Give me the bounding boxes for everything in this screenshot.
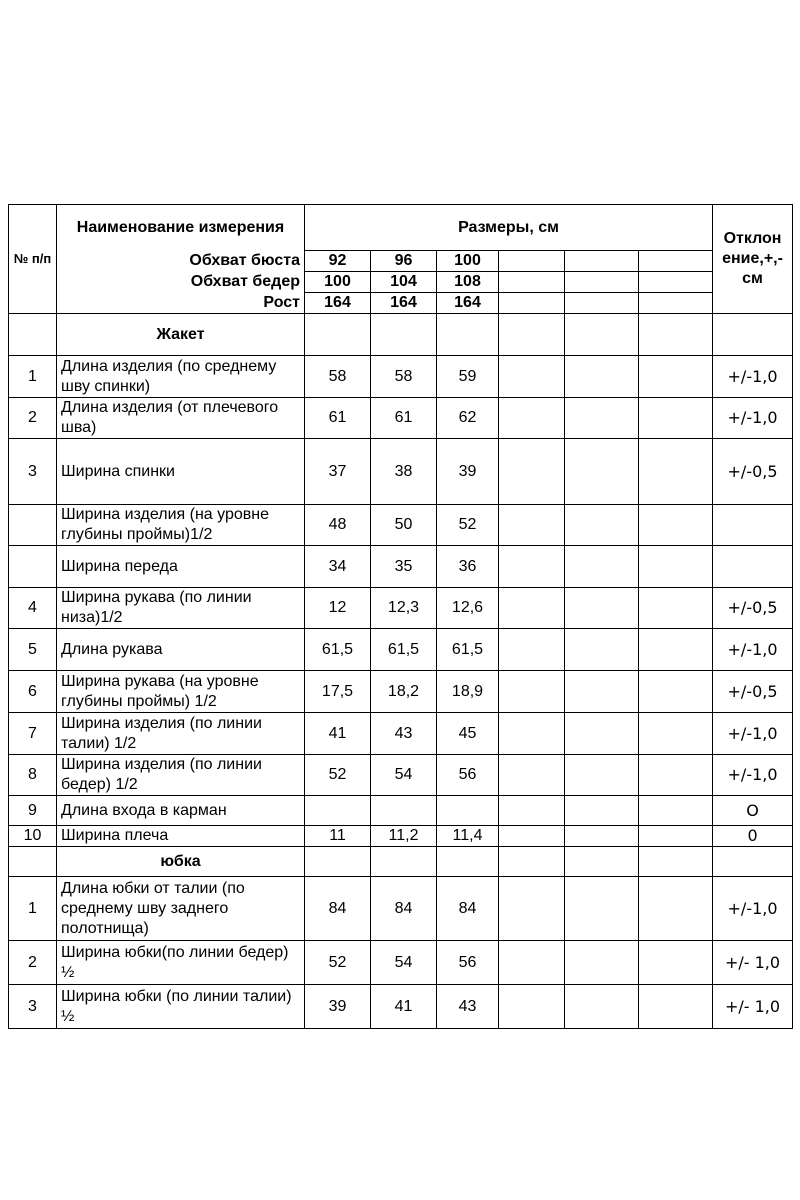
param-value: 104: [371, 272, 437, 293]
measurement-row: [9, 439, 793, 505]
empty-cell: [565, 629, 639, 671]
empty-cell: [639, 847, 713, 877]
param-value: 100: [437, 251, 499, 272]
param-label: Обхват бюста: [57, 251, 305, 272]
deviation-value: +/-1,0: [713, 713, 793, 755]
empty-cell: [639, 505, 713, 546]
measurement-row: [9, 398, 793, 439]
row-number: 10: [9, 826, 57, 847]
empty-cell: [565, 439, 639, 505]
empty-cell: [565, 314, 639, 356]
empty-cell: [499, 629, 565, 671]
empty-cell: [565, 356, 639, 398]
empty-cell: [639, 251, 713, 272]
empty-cell: [565, 713, 639, 755]
deviation-value: +/-1,0: [713, 398, 793, 439]
col-header-number: № п/п: [9, 205, 57, 314]
row-number: 1: [9, 356, 57, 398]
size-value: [371, 796, 437, 826]
col-header-name: Наименование измерения: [57, 205, 305, 251]
empty-cell: [499, 293, 565, 314]
empty-cell: [639, 398, 713, 439]
empty-cell: [639, 985, 713, 1029]
deviation-value: +/-1,0: [713, 356, 793, 398]
size-value: 43: [437, 985, 499, 1029]
size-value: 61: [305, 398, 371, 439]
empty-cell: [9, 314, 57, 356]
empty-cell: [565, 588, 639, 629]
empty-cell: [9, 847, 57, 877]
empty-cell: [639, 941, 713, 985]
empty-cell: [565, 671, 639, 713]
empty-cell: [499, 847, 565, 877]
size-value: 38: [371, 439, 437, 505]
empty-cell: [639, 826, 713, 847]
size-value: 56: [437, 755, 499, 796]
param-value: 108: [437, 272, 499, 293]
size-value: 41: [305, 713, 371, 755]
empty-cell: [499, 505, 565, 546]
empty-cell: [499, 272, 565, 293]
measurement-row: [9, 826, 793, 847]
measurement-name: Длина юбки от талии (по среднему шву заднего полотнища): [57, 877, 305, 941]
size-value: 18,2: [371, 671, 437, 713]
measurement-name: Ширина юбки (по линии талии) ½: [57, 985, 305, 1029]
measurement-name: Ширина изделия (на уровне глубины проймы)1/2: [57, 505, 305, 546]
row-number: 8: [9, 755, 57, 796]
section-title-row: [9, 847, 793, 877]
deviation-value: +/-0,5: [713, 588, 793, 629]
empty-cell: [499, 796, 565, 826]
row-number: 3: [9, 985, 57, 1029]
deviation-value: [713, 505, 793, 546]
row-number: 1: [9, 877, 57, 941]
deviation-value: 0: [713, 826, 793, 847]
empty-cell: [499, 356, 565, 398]
empty-cell: [565, 546, 639, 588]
size-value: 50: [371, 505, 437, 546]
size-value: 61,5: [371, 629, 437, 671]
size-value: 62: [437, 398, 499, 439]
empty-cell: [565, 251, 639, 272]
empty-cell: [499, 251, 565, 272]
empty-cell: [305, 847, 371, 877]
measurement-name: Ширина плеча: [57, 826, 305, 847]
size-value: 84: [371, 877, 437, 941]
empty-cell: [639, 671, 713, 713]
col-header-deviation: Отклон ение,+,- см: [713, 205, 793, 314]
empty-cell: [565, 398, 639, 439]
row-number: 5: [9, 629, 57, 671]
measurement-row: [9, 941, 793, 985]
empty-cell: [565, 826, 639, 847]
measurement-row: [9, 546, 793, 588]
measurement-row: [9, 588, 793, 629]
empty-cell: [639, 439, 713, 505]
empty-cell: [437, 314, 499, 356]
size-value: 61,5: [437, 629, 499, 671]
measurement-name: Длина рукава: [57, 629, 305, 671]
size-value: 43: [371, 713, 437, 755]
row-number: [9, 546, 57, 588]
param-value: 164: [437, 293, 499, 314]
measurement-row: [9, 713, 793, 755]
deviation-value: +/-0,5: [713, 671, 793, 713]
size-value: 17,5: [305, 671, 371, 713]
measurement-row: [9, 985, 793, 1029]
measurement-name: Ширина изделия (по линии талии) 1/2: [57, 713, 305, 755]
empty-cell: [639, 713, 713, 755]
size-value: 52: [437, 505, 499, 546]
deviation-value: +/-1,0: [713, 755, 793, 796]
size-value: [437, 796, 499, 826]
deviation-value: +/- 1,0: [713, 985, 793, 1029]
measurement-name: Ширина рукава (на уровне глубины проймы) 1/2: [57, 671, 305, 713]
size-value: 12,3: [371, 588, 437, 629]
empty-cell: [499, 671, 565, 713]
empty-cell: [565, 293, 639, 314]
deviation-value: [713, 546, 793, 588]
size-value: 35: [371, 546, 437, 588]
empty-cell: [499, 985, 565, 1029]
measurement-row: [9, 877, 793, 941]
deviation-value: +/-1,0: [713, 877, 793, 941]
measurement-name: Длина изделия (от плечевого шва): [57, 398, 305, 439]
empty-cell: [437, 847, 499, 877]
size-value: 11: [305, 826, 371, 847]
param-value: 92: [305, 251, 371, 272]
size-value: 84: [305, 877, 371, 941]
empty-cell: [305, 314, 371, 356]
empty-cell: [639, 629, 713, 671]
col-header-sizes: Размеры, см: [305, 205, 713, 251]
measurement-name: Ширина спинки: [57, 439, 305, 505]
empty-cell: [713, 847, 793, 877]
empty-cell: [499, 314, 565, 356]
empty-cell: [499, 546, 565, 588]
size-value: 39: [305, 985, 371, 1029]
row-number: 7: [9, 713, 57, 755]
empty-cell: [499, 755, 565, 796]
empty-cell: [639, 314, 713, 356]
size-value: 56: [437, 941, 499, 985]
param-row-bust: [9, 251, 793, 272]
measurement-row: [9, 755, 793, 796]
empty-cell: [565, 985, 639, 1029]
empty-cell: [499, 398, 565, 439]
param-value: 100: [305, 272, 371, 293]
empty-cell: [565, 941, 639, 985]
measurement-name: Длина изделия (по среднему шву спинки): [57, 356, 305, 398]
size-value: 59: [437, 356, 499, 398]
empty-cell: [371, 314, 437, 356]
size-value: 58: [371, 356, 437, 398]
measurement-name: Ширина изделия (по линии бедер) 1/2: [57, 755, 305, 796]
size-value: 54: [371, 755, 437, 796]
row-number: 4: [9, 588, 57, 629]
size-value: [305, 796, 371, 826]
size-value: 84: [437, 877, 499, 941]
empty-cell: [639, 546, 713, 588]
empty-cell: [565, 847, 639, 877]
empty-cell: [499, 826, 565, 847]
size-value: 12,6: [437, 588, 499, 629]
row-number: 2: [9, 941, 57, 985]
empty-cell: [639, 356, 713, 398]
size-value: 18,9: [437, 671, 499, 713]
size-chart-table: [8, 204, 793, 1029]
measurement-row: [9, 356, 793, 398]
row-number: 6: [9, 671, 57, 713]
measurement-row: [9, 505, 793, 546]
deviation-value: О: [713, 796, 793, 826]
section-title: юбка: [57, 847, 305, 877]
section-title: Жакет: [57, 314, 305, 356]
measurement-name: Ширина рукава (по линии низа)1/2: [57, 588, 305, 629]
size-value: 11,2: [371, 826, 437, 847]
empty-cell: [639, 588, 713, 629]
size-value: 52: [305, 941, 371, 985]
empty-cell: [639, 877, 713, 941]
deviation-value: +/-0,5: [713, 439, 793, 505]
row-number: 3: [9, 439, 57, 505]
size-value: 61,5: [305, 629, 371, 671]
empty-cell: [499, 877, 565, 941]
empty-cell: [639, 272, 713, 293]
size-value: 11,4: [437, 826, 499, 847]
empty-cell: [565, 796, 639, 826]
size-value: 61: [371, 398, 437, 439]
param-value: 164: [371, 293, 437, 314]
empty-cell: [639, 796, 713, 826]
size-value: 36: [437, 546, 499, 588]
deviation-value: +/- 1,0: [713, 941, 793, 985]
size-value: 58: [305, 356, 371, 398]
empty-cell: [371, 847, 437, 877]
row-number: [9, 505, 57, 546]
size-value: 48: [305, 505, 371, 546]
empty-cell: [565, 505, 639, 546]
param-label: Рост: [57, 293, 305, 314]
empty-cell: [499, 713, 565, 755]
param-row-hips: [9, 272, 793, 293]
empty-cell: [713, 314, 793, 356]
size-value: 37: [305, 439, 371, 505]
size-value: 54: [371, 941, 437, 985]
measurement-row: [9, 796, 793, 826]
empty-cell: [639, 755, 713, 796]
empty-cell: [565, 877, 639, 941]
param-row-height: [9, 293, 793, 314]
empty-cell: [499, 439, 565, 505]
empty-cell: [499, 941, 565, 985]
row-number: 2: [9, 398, 57, 439]
measurement-row: [9, 629, 793, 671]
section-title-row: [9, 314, 793, 356]
measurement-name: Длина входа в карман: [57, 796, 305, 826]
row-number: 9: [9, 796, 57, 826]
size-value: 34: [305, 546, 371, 588]
size-value: 52: [305, 755, 371, 796]
size-value: 41: [371, 985, 437, 1029]
size-value: 39: [437, 439, 499, 505]
size-value: 12: [305, 588, 371, 629]
empty-cell: [499, 588, 565, 629]
param-value: 164: [305, 293, 371, 314]
param-value: 96: [371, 251, 437, 272]
deviation-value: +/-1,0: [713, 629, 793, 671]
measurement-name: Ширина юбки(по линии бедер) ½: [57, 941, 305, 985]
param-label: Обхват бедер: [57, 272, 305, 293]
empty-cell: [639, 293, 713, 314]
measurement-row: [9, 671, 793, 713]
empty-cell: [565, 755, 639, 796]
empty-cell: [565, 272, 639, 293]
measurement-name: Ширина переда: [57, 546, 305, 588]
size-value: 45: [437, 713, 499, 755]
